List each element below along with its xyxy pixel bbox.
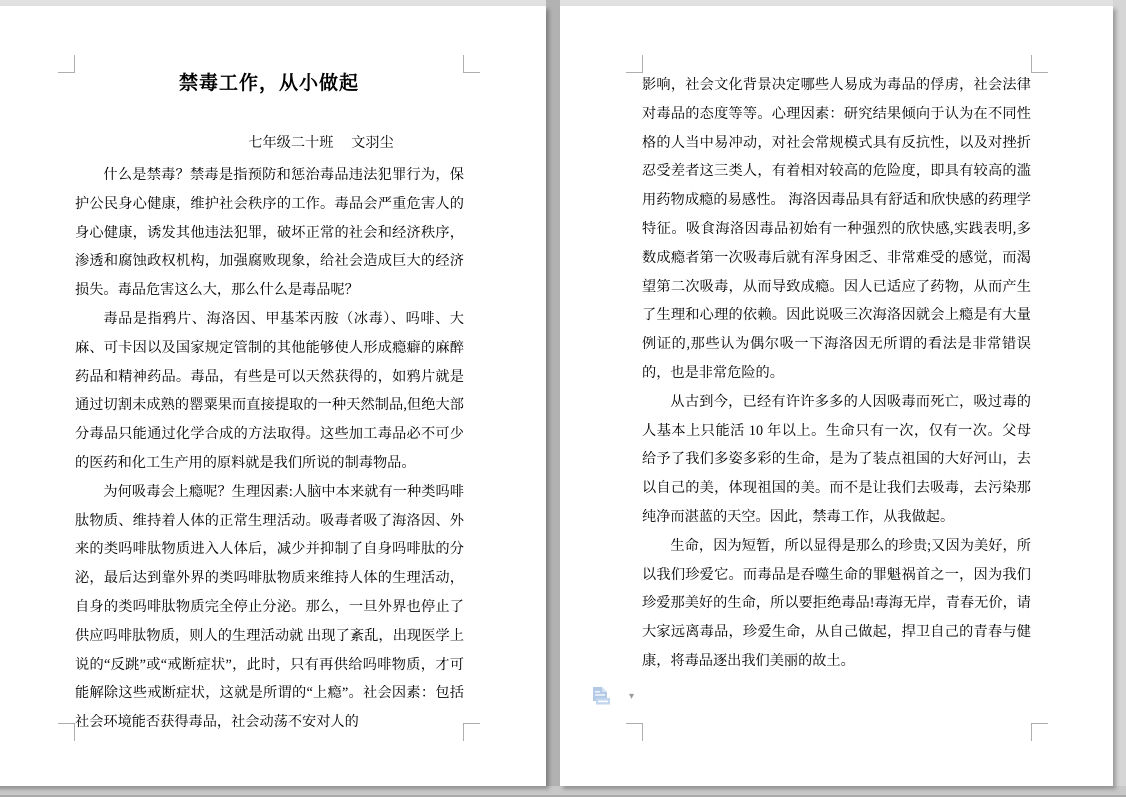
margin-crop-mark	[1031, 55, 1048, 73]
byline[interactable]: 七年级二十班 文羽尘	[248, 135, 394, 151]
margin-crop-mark	[463, 723, 480, 741]
margin-crop-mark	[626, 55, 643, 73]
dropdown-arrow-icon[interactable]: ▾	[629, 691, 635, 702]
margin-crop-mark	[1031, 723, 1048, 741]
margin-crop-mark	[626, 723, 643, 741]
paragraph[interactable]: 毒品是指鸦片、海洛因、甲基苯丙胺（冰毒）、吗啡、大麻、可卡因以及国家规定管制的其他能够使人形成瘾癖的麻醉药品和精神药品。毒品，有些是可以天然获得的，如鸦片就是通过切割未成熟的罂粟果而直接提取的一种天然制品,但绝大部分毒品只能通过化学合成的方法取得。这些加工毒品必不可少的医药和化工生产用的原料就是我们所说的制毒物品。	[75, 310, 464, 471]
margin-crop-mark	[463, 55, 480, 73]
page-2	[560, 6, 1113, 786]
paragraph[interactable]: 从古到今，已经有许许多多的人因吸毒而死亡，吸过毒的人基本上只能活 10 年以上。生命只有一次，仅有一次。父母给予了我们多姿多彩的生命，是为了装点祖国的大好河山，去以自己的美，体现祖国的美。而不是让我们去吸毒，去污染那纯净而湛蓝的天空。因此，禁毒工作，从我做起。	[642, 393, 1031, 525]
workspace-bottom-strip	[0, 786, 1126, 797]
margin-crop-mark	[58, 55, 75, 73]
document-title[interactable]: 禁毒工作，从小做起	[178, 73, 359, 94]
paste-options-button[interactable]	[591, 686, 634, 707]
paragraph[interactable]: 生命，因为短暂，所以显得是那么的珍贵;又因为美好，所以我们珍爱它。而毒品是吞噬生命的罪魁祸首之一，因为我们珍爱那美好的生命，所以要拒绝毒品!毒海无岸，青春无价，请大家远离毒品，珍爱生命，从自己做起，捍卫自己的青春与健康，将毒品逐出我们美丽的故土。	[642, 537, 1031, 669]
page-1	[0, 6, 546, 786]
paragraph[interactable]: 为何吸毒会上瘾呢？生理因素:人脑中本来就有一种类吗啡肽物质、维持着人体的正常生理活动。吸毒者吸了海洛因、外来的类吗啡肽物质进入人体后，减少并抑制了自身吗啡肽的分泌，最后达到靠外界的类吗啡肽物质来维持人体的生理活动，自身的类吗啡肽物质完全停止分泌。那么，一旦外界也停止了供应吗啡肽物质，则人的生理活动就 出现了紊乱，出现医学上说的“反跳”或“戒断症状”，此时，只有再供给吗啡物质，才可能解除这些戒断症状，这就是所谓的“上瘾”。社会因素：包括社会环境能否获得毒品，社会动荡不安对人的	[75, 483, 464, 731]
workspace-right-strip	[1113, 0, 1126, 797]
spacer	[612, 686, 629, 687]
paste-options-icon	[591, 686, 612, 707]
page-1-body	[75, 161, 464, 737]
page-2-body	[642, 71, 1031, 676]
margin-crop-mark	[58, 723, 75, 741]
page-gap	[546, 0, 560, 797]
paragraph[interactable]: 影响，社会文化背景决定哪些人易成为毒品的俘虏，社会法律对毒品的态度等等。心理因素：研究结果倾向于认为在不同性格的人当中易冲动，对社会常规模式具有反抗性，以及对挫折忍受差者这三类人，有着相对较高的危险度，即具有较高的滥用药物成瘾的易感性。 海洛因毒品具有舒适和欣快感的药理学特征。吸食海洛因毒品初始有一种强烈的欣快感,实践表明,多数成瘾者第一次吸毒后就有浑身困乏、非常难受的感觉，而渴望第二次吸毒，从而导致成瘾。因人已适应了药物，从而产生了生理和心理的依赖。因此说吸三次海洛因就会上瘾是有大量例证的,那些认为偶尔吸一下海洛因无所谓的看法是非常错误的，也是非常危险的。	[642, 77, 1031, 381]
paragraph[interactable]: 什么是禁毒？禁毒是指预防和惩治毒品违法犯罪行为，保护公民身心健康，维护社会秩序的工作。毒品会严重危害人的身心健康，诱发其他违法犯罪，破坏正常的社会和经济秩序，渗透和腐蚀政权机构，加强腐败现象，给社会造成巨大的经济损失。毒品危害这么大，那么什么是毒品呢？	[75, 167, 464, 299]
